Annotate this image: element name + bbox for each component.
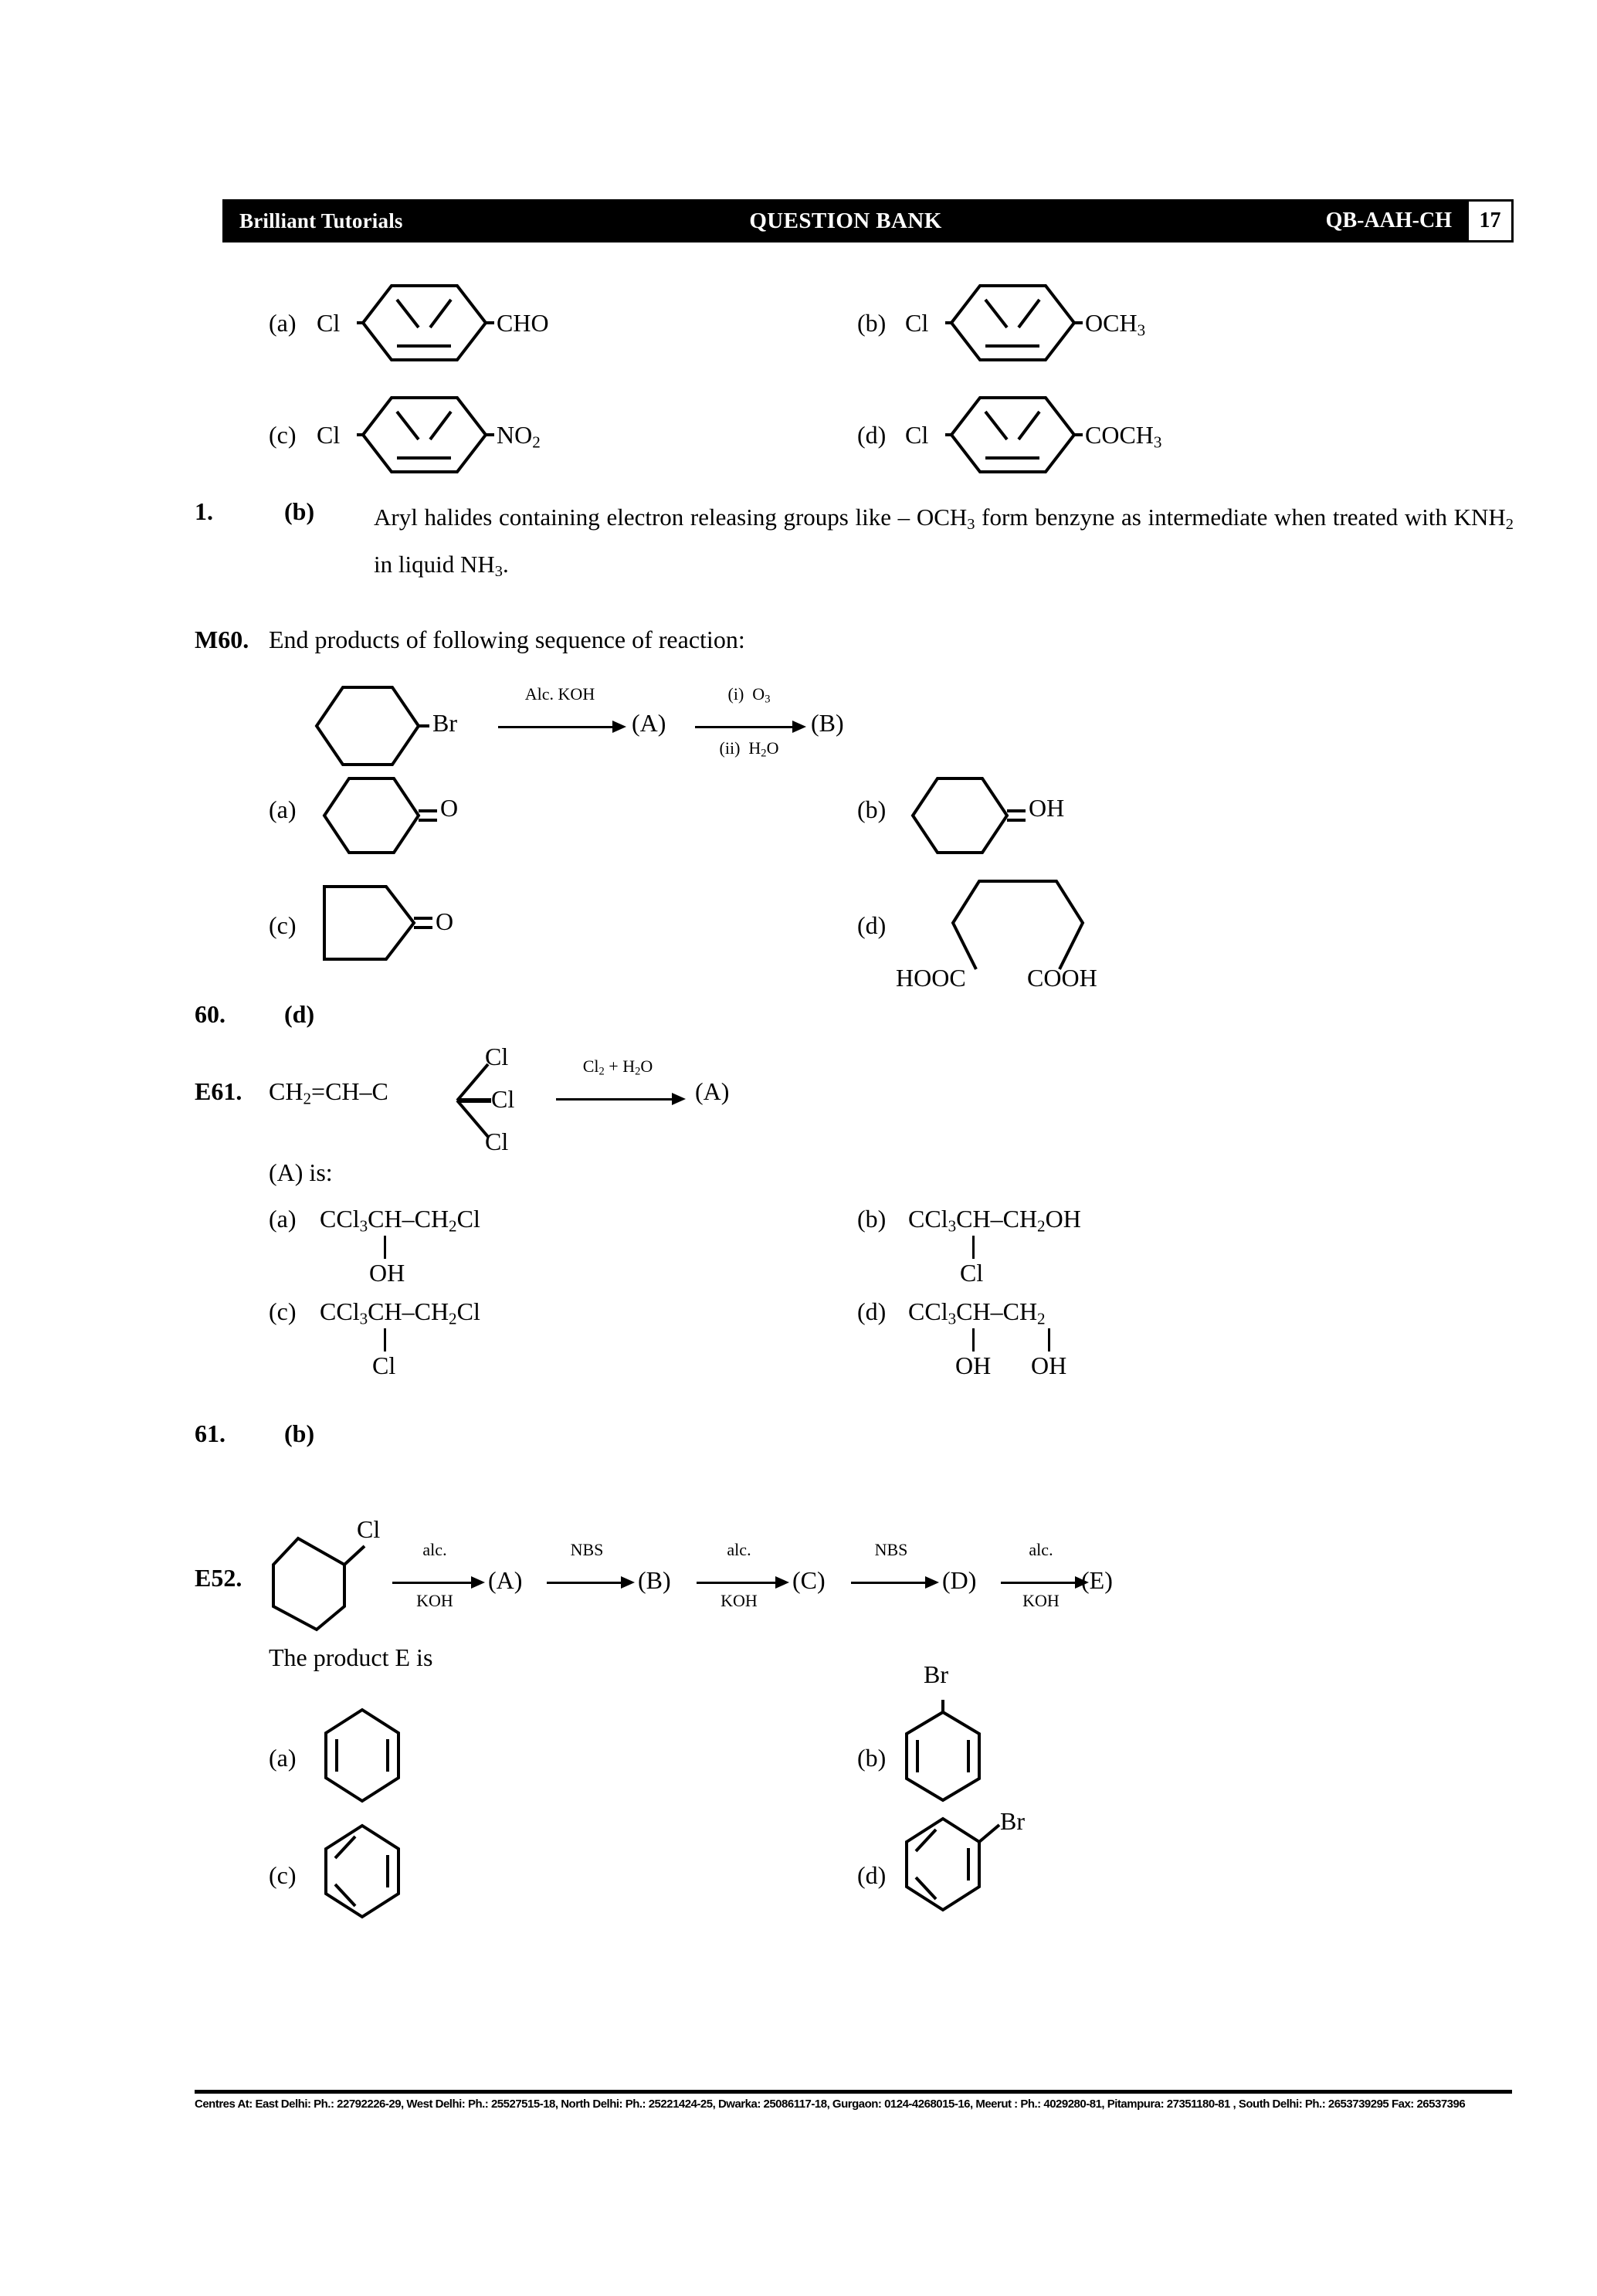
m60-product-b: (B) <box>811 709 844 737</box>
m60-option-d-right-acid: COOH <box>1027 964 1097 992</box>
e61-option-b-main: $CCl_3CH-CH_2OH$ <box>908 1205 1081 1236</box>
e52-arrow4-shaft <box>851 1582 927 1584</box>
benzene-ring-option-a-prev <box>357 280 492 366</box>
bromobenzene-side-ring-e52-d <box>900 1811 1016 1919</box>
m60-arrow2-head <box>792 721 806 733</box>
answer-61-choice: (b) <box>284 1419 315 1447</box>
question-m60-number: M60. <box>195 626 249 653</box>
footer-contact-info: Centres At: East Delhi: Ph.: 22792226-29, West Delhi: Ph.: 25527515-18, North Delhi: Ph.: 25221424-25, Dwarka: 25086117-18, Gurgaon: 0124-4268015-16, Meerut : Ph.: 4029280-81, Pitampura: 27351180-81 , South Delhi: Ph.: 2653739295 Fax: 26537396 <box>195 2098 1466 2111</box>
e52-reactant-group: Cl <box>357 1515 381 1543</box>
e61-arrow-label-above: $Cl_2 + H_2O$ <box>582 1056 653 1078</box>
m60-intermediate-a: (A) <box>632 709 666 737</box>
answer-60-choice: (d) <box>284 1000 315 1028</box>
e61-option-b-label: (b) <box>857 1205 887 1233</box>
m60-option-d-label: (d) <box>857 911 887 939</box>
e52-arrow3-head <box>775 1576 789 1589</box>
e61-arrow-head <box>672 1093 686 1105</box>
answer-60-number: 60. <box>195 1000 225 1028</box>
question-bank-page: Brilliant Tutorials QUESTION BANK QB-AAH-CH 17 (a) Cl CHO (b) Cl $OCH_3$ (c) Cl $NO_2$ (d) Cl $COCH_3$ 1. (b) Aryl halides containing electron releasing groups like – $OCH_3$ form benzyne as intermediate when treated with $KNH_2$ in liquid $NH_3$. M60. End products of following sequence of reaction: Br Alc. KOH (A) (i) $O_3$ (ii) $H_2O$ (B) (a) O (b) OH (c) O (d) HOOC COOH 60. (d) E61. $CH_2=CH-C$ Cl Cl Cl $Cl_2 + H_2O$ (A) (A) is: (a) $CCl_3CH-CH_2Cl$ OH (b) $CCl_3CH-CH_2OH$ Cl (c) $CCl_3CH-CH_2Cl$ Cl (d) $CCl_3CH-CH_2$ OH OH 61. (b) E52. Cl alc. KOH (A) NBS (B) alc. KOH (C) NBS (D) alc. KOH (E) The product E is (a) (b) Br (c) (d) Br Centres At: East Delhi: Ph.: 22792226-29, West Delhi: Ph.: 25527515-18, North Delhi: Ph.: 25221424-25, Dwarka: 25086117-18, Gurgaon: 0124-4268015-16, Meerut : Ph.: 4029280-81, Pitampura: 27351180-81 , South Delhi: Ph.: 2653739295 Fax: 26537396 <box>0 0 1597 2296</box>
answer-1-explanation <box>374 497 1514 592</box>
question-e61-number: E61. <box>195 1077 242 1105</box>
footer-divider <box>195 2090 1512 2094</box>
bromobenzene-ring-e52-b <box>900 1695 985 1807</box>
e61-option-a-main: $CCl_3CH-CH_2Cl$ <box>320 1205 480 1236</box>
e52-arrow1-head <box>471 1576 485 1589</box>
cyclohexanone-ring-m60-a <box>320 772 420 859</box>
cyclopentanone-ring-m60-c <box>320 880 420 965</box>
e61-branch-bottom: Cl <box>485 1128 509 1155</box>
benzene-ring-e52-c <box>320 1821 405 1921</box>
e52-option-d-group: Br <box>1000 1807 1025 1835</box>
e52-arrow2-shaft <box>547 1582 622 1584</box>
header-code: QB-AAH-CH <box>1325 209 1452 232</box>
e52-arrow2-label-above: NBS <box>570 1540 604 1559</box>
e61-branch-mid: Cl <box>491 1085 515 1113</box>
e61-option-d-bond-left <box>972 1328 975 1351</box>
e52-product-e: (E) <box>1081 1566 1113 1594</box>
e52-product-b: (B) <box>638 1566 671 1594</box>
answer-1-choice: (b) <box>284 497 315 525</box>
e61-option-c-main: $CCl_3CH-CH_2Cl$ <box>320 1297 480 1328</box>
m60-arrow2-label-below: (ii) $H_2O$ <box>719 738 779 760</box>
e52-product-a: (A) <box>488 1566 523 1594</box>
e52-arrow5-label-below: KOH <box>1022 1591 1060 1610</box>
e52-arrow1-label-above: alc. <box>422 1540 447 1559</box>
page-number-box: 17 <box>1469 199 1514 242</box>
m60-option-b-group: OH <box>1029 794 1065 822</box>
page-header <box>222 199 1514 242</box>
e52-product-d: (D) <box>942 1566 977 1594</box>
e52-arrow5-shaft <box>1001 1582 1077 1584</box>
e61-option-d-sub-left: OH <box>955 1351 992 1379</box>
m60-option-b-label: (b) <box>857 795 887 823</box>
e61-prompt: (A) is: <box>269 1158 333 1186</box>
cyclohexyl-ring-m60 <box>312 680 420 772</box>
e61-option-b-bond <box>972 1236 975 1259</box>
answer-1-text: Aryl halides containing electron releasing groups like – $OCH_3$ form benzyne as intermediate when treated with $KNH_2$ in liquid $NH_3$. <box>374 504 1514 581</box>
e61-option-c-bond <box>384 1328 386 1351</box>
m60-option-c-group: O <box>436 907 454 935</box>
header-brand: Brilliant Tutorials <box>239 209 403 232</box>
cyclohexanol-ring-m60-b <box>908 772 1009 859</box>
e61-option-a-label: (a) <box>269 1205 297 1233</box>
e52-option-c-label: (c) <box>269 1861 297 1889</box>
e61-product: (A) <box>695 1077 730 1105</box>
m60-reactant-group: Br <box>432 709 457 737</box>
header-title: QUESTION BANK <box>749 208 942 233</box>
e61-arrow-shaft <box>556 1098 673 1101</box>
m60-arrow2-label-above: (i) $O_3$ <box>727 684 771 706</box>
e61-branch-top: Cl <box>485 1043 509 1070</box>
m60-arrow1-label-above: Alc. KOH <box>524 684 595 704</box>
e61-option-d-bond-right <box>1048 1328 1050 1351</box>
e52-arrow2-head <box>621 1576 635 1589</box>
e61-option-c-label: (c) <box>269 1297 297 1325</box>
e52-option-d-label: (d) <box>857 1861 887 1889</box>
e52-arrow3-shaft <box>697 1582 777 1584</box>
e52-arrow5-label-above: alc. <box>1029 1540 1053 1559</box>
e52-product-c: (C) <box>792 1566 826 1594</box>
m60-option-a-group: O <box>440 794 459 822</box>
cyclohexadiene-ring-e52-a <box>320 1705 405 1806</box>
e61-option-b-sub: Cl <box>960 1259 984 1287</box>
e52-prompt: The product E is <box>269 1643 433 1671</box>
benzene-ring-option-d-prev <box>945 392 1080 478</box>
e52-arrow3-label-below: KOH <box>721 1591 758 1610</box>
e52-option-b-group: Br <box>924 1660 948 1688</box>
e52-arrow1-label-below: KOH <box>416 1591 453 1610</box>
m60-arrow1-head <box>612 721 626 733</box>
e52-arrow1-shaft <box>392 1582 473 1584</box>
e61-option-d-label: (d) <box>857 1297 887 1325</box>
question-m60-stem: End products of following sequence of reaction: <box>269 626 745 653</box>
m60-option-d-left-acid: HOOC <box>896 964 966 992</box>
e52-arrow3-label-above: alc. <box>727 1540 751 1559</box>
e52-option-a-label: (a) <box>269 1744 297 1772</box>
e61-option-a-sub: OH <box>369 1259 405 1287</box>
answer-61-number: 61. <box>195 1419 225 1447</box>
header-banner <box>222 199 1469 242</box>
m60-arrow2-shaft <box>695 726 794 728</box>
benzene-ring-option-b-prev <box>945 280 1080 366</box>
benzene-ring-option-c-prev <box>357 392 492 478</box>
e61-option-c-sub: Cl <box>372 1351 396 1379</box>
answer-1-number: 1. <box>195 497 213 525</box>
e61-chain-text: $CH_2=CH-C$ <box>269 1077 388 1108</box>
e61-option-d-sub-right: OH <box>1031 1351 1067 1379</box>
e61-option-d-main: $CCl_3CH-CH_2$ <box>908 1297 1046 1328</box>
e52-option-b-label: (b) <box>857 1744 887 1772</box>
m60-option-c-label: (c) <box>269 911 297 939</box>
e52-arrow4-head <box>925 1576 939 1589</box>
e61-option-a-bond <box>384 1236 386 1259</box>
question-e52-number: E52. <box>195 1564 242 1592</box>
m60-option-a-label: (a) <box>269 795 297 823</box>
m60-arrow1-shaft <box>498 726 614 728</box>
chlorocyclohexane-ring-e52 <box>269 1535 369 1632</box>
e52-arrow4-label-above: NBS <box>874 1540 908 1559</box>
adipic-acid-chain-m60-d <box>941 877 1095 973</box>
